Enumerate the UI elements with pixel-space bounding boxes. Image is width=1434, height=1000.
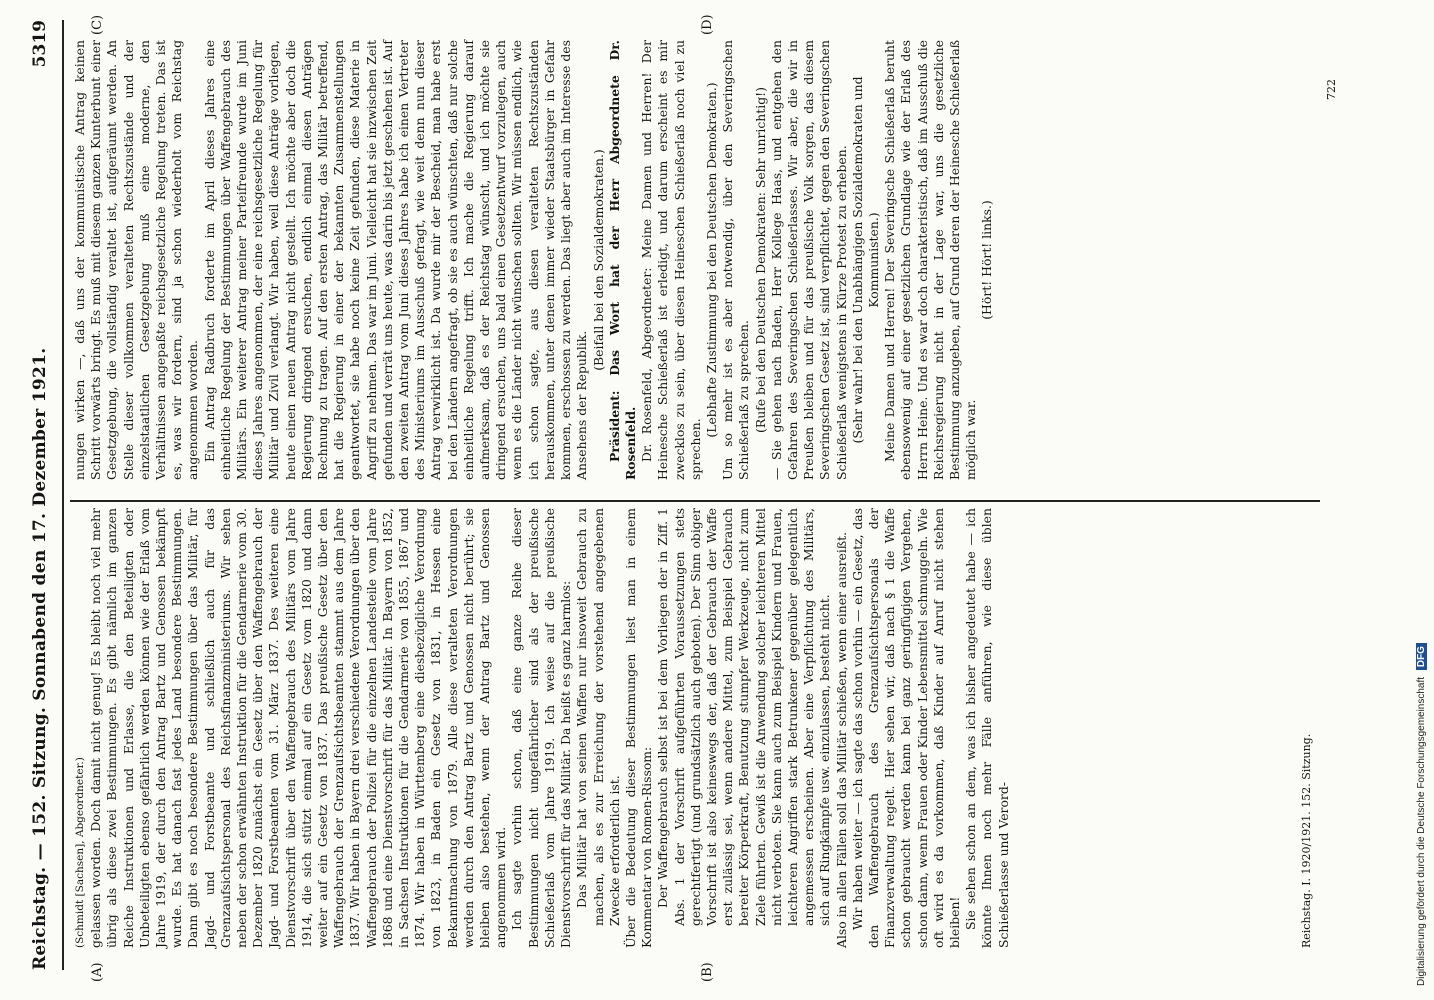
right-column [72,40,996,480]
page-number: 5319 [30,20,50,68]
signature-number: 722 [1325,79,1338,100]
dfg-credit [1416,6,1430,986]
interjection: (Rufe bei den Deutschen Demokraten: Sehr unrichtig!) [752,87,768,433]
page-header [22,20,62,970]
speaker-line: (Schmidt [Sachsen], Abgeordneter.) [74,757,86,948]
interjection: (Hört! Hört! links.) [979,200,995,320]
margin-mark-a: (A) [90,962,105,982]
interjection: (Sehr wahr! bei den Unabhängigen Sozialdemokraten und Kommunisten.) [849,76,881,444]
quote-paragraph: Der Waffengebrauch selbst ist bei dem Vorliegen der in Ziff. 1 Abs. 1 der Vorschrift aufgeführten Voraussetzungen stets gerechtfertigt (und grundsätzlich auch geboten). Der Sinn obiger Vorschrift ist also keineswegs der, daß der Gebrauch der Waffe erst zulässig sei, wenn andere Mittel, zum Beispiel Gebrauch bereiter Körperkraft, Benutzung stumpfer Werkzeuge, nicht zum Ziele führten. Gewiß ist die Anwendung solcher leichteren Mittel nicht verboten. Sie kann auch zum Beispiel Kindern und Frauen, leichteren Angriffen stark Betrunkener gegenüber gelegentlich angemessen erscheinen. Aber eine Verpflichtung des Militärs, sich auf Ringkämpfe usw. einzulassen, besteht nicht. [655,508,833,926]
paragraph: nungen wirken —, daß uns der kommunistische Antrag keinen Schritt vorwärts bringt. Es muß mit diesem ganzen Kunterbunt einer Gesetzgebung, die vollständig veraltet ist, aufgeräumt werden. An Stelle dieser vollkommen veralteten Rechtszustände und der einzelstaatlichen Gesetzgebung muß eine moderne, den Verhältnissen angepaßte reichsgesetzliche Regelung treten. Das ist es, was wir fordern, sind ja schon wiederholt vom Reichstag angenommen worden. [72,40,201,480]
margin-mark-d: (D) [700,14,715,35]
dfg-logo: DFG [1416,643,1427,670]
paragraph: Um so mehr ist es aber notwendig, über den Severingschen Schießerlaß zu sprechen. [720,40,752,480]
header-rule [62,20,64,970]
paragraph: Über die Bedeutung dieser Bestimmungen liest man in einem Kommentar von Romen-Rissom: [622,508,655,948]
dfg-side-strip [1416,6,1430,996]
interjection: (Beifall bei den Sozialdemokraten.) [590,149,606,371]
paragraph: Ich sagte vorhin schon, daß eine ganze Reihe dieser Bestimmungen nicht ungefährlicher sind als der preußische Schießerlaß vom Jahre 1919. Ich weise auf die preußische Dienstvorschrift für das Militär. Da heißt es ganz harmlos: [509,508,574,948]
paragraph: Meine Damen und Herren! Der Severingsche Schießerlaß beruht ebensowenig auf einer gesetzlichen Grundlage wie der Erlaß des Herrn Heine. Und es war doch charakteristisch, daß im Ausschuß die Reichsregierung nicht in der Lage war, uns die gesetzliche Bestimmung anzugeben, auf Grund deren der Heinesche Schießerlaß möglich war. [882,40,979,480]
president-line: Präsident: Das Wort hat der Herr Abgeordnete Dr. Rosenfeld. [606,40,638,480]
paragraph: Dr. Rosenfeld, Abgeordneter: Meine Damen und Herren! Der Heinesche Schießerlaß ist erledigt, und darum erscheint es mir zwecklos zu sein, über diesen Heineschen Schießerlaß noch viel zu sprechen. [639,40,703,480]
margin-mark-c: (C) [90,14,105,35]
quote-paragraph: Das Militär hat von seinen Waffen nur insoweit Gebrauch zu machen, als es zur Erreichung der vorstehend angegebenen Zwecke erforderlich ist. [574,508,622,926]
paragraph: gelassen worden. Doch damit nicht genug! Es bleibt noch viel mehr übrig als diese zwei Bestimmungen. Es gibt nämlich im ganzen Reiche Instruktionen und Erlasse, die den Beteiligten oder Unbeteiligten ebenso gefährlich werden können wie der Erlaß vom Jahre 1919, der durch den Antrag Bartz und Genossen bekämpft wurde. Es hat danach fast jedes Land besondere Bestimmungen. Dann gibt es noch besondere Bestimmungen über das Militär, für Jagd- und Forstbeamte und schließlich auch für das Grenzaufsichtspersonal des Reichsfinanzministeriums. Wir sehen neben der schon erwähnten Instruktion für die Gendarmerie vom 30. Dezember 1820 zunächst ein Gesetz über den Waffengebrauch der Jagd- und Forstbeamten vom 31. März 1837. Des weiteren eine Dienstvorschrift über den Waffengebrauch des Militärs vom Jahre 1914, die sich stützt einmal auf ein Gesetz vom 1820 und dann weiter auf ein Gesetz von 1837. Das preußische Gesetz über den Waffengebrauch der Grenzaufsichtsbeamten stammt aus dem Jahre 1837. Wir haben in Bayern drei verschiedene Verordnungen über den Waffengebrauch der Polizei für die einzelnen Landesteile vom Jahre 1868 und eine Dienstvorschrift für das Militär. In Bayern von 1852, in Sachsen Instruktionen für die Gendarmerie von 1855, 1867 und 1874. Wir haben in Württemberg eine diesbezügliche Verordnung von 1823, in Baden ein Gesetz von 1831, in Hessen eine Bekanntmachung von 1879. Alle diese veralteten Verordnungen werden durch den Antrag Bartz und Genossen nicht berührt; sie bleiben also bestehen, wenn der Antrag Bartz und Genossen angenommen wird. [88,508,509,948]
margin-mark-b: (B) [700,962,715,982]
header-title: Reichstag. — 152. Sitzung. Sonnabend den 17. Dezember 1921. [30,347,50,970]
paragraph: Ein Antrag Radbruch forderte im April dieses Jahres eine einheitliche Regelung der Bestimmungen über Waffengebrauch des Militärs. Ein weiterer Antrag meiner Parteifreunde wurde im Juni dieses Jahres angenommen, der eine reichsgesetzliche Regelung für Militär und Zivil verlangt. Wir haben, weil diese Anträge vorliegen, heute einen neuen Antrag nicht gestellt. Ich möchte aber doch die Regierung dringend ersuchen, endlich einmal diesen Anträgen Rechnung zu tragen. Auf den ersten Antrag, das Militär betreffend, hat die Regierung in einer der bekannten Zusammenstellungen geantwortet, sie habe noch keine Zeit gefunden, diese Materie in Angriff zu nehmen. Das war im Juni. Vielleicht hat sie inzwischen Zeit gefunden und verrät uns heute, was darin bis jetzt geschehen ist. Auf den zweiten Antrag vom Juni dieses Jahres habe ich einen Vertreter des Ministeriums im Ausschuß gefragt, wie weit denn nun dieser Antrag verwirklicht ist. Da wurde mir der Bescheid, man habe erst bei den Ländern angefragt, ob sie es auch wünschten, daß nur solche einheitliche Regelung trifft. Ich mache die Regierung darauf aufmerksam, daß es der Reichstag wünscht, und ich möchte sie dringend ersuchen, uns bald einen Gesetzentwurf vorzulegen, auch wenn es die Länder nicht wünschen sollten. Wir müssen endlich, wie ich schon sagte, aus diesen veralteten Rechtszuständen herauskommen, unter denen immer wieder Staatsbürger in Gefahr kommen, erschossen zu werden. Das liegt aber auch im Interesse des Ansehens der Republik. [201,40,590,480]
paragraph: Sie sehen schon an dem, was ich bisher angedeutet habe — ich könnte Ihnen noch mehr Fälle anführen, wie diese üblen Schießerlasse und Verord- [963,508,1011,948]
interjection: (Lebhafte Zustimmung bei den Deutschen Demokraten.) [703,82,719,438]
paragraph: — Sie gehen nach Baden, Herr Kollege Haas, und entgehen den Gefahren des Severingschen Schießerlasses. Wir aber, die wir in Preußen bleiben und für das preußische Volk sorgen, das diesem Severingschen Gesetz ist, sind verpflichtet, gegen den Severingschen Schießerlaß wenigstens in Kürze Protest zu erheben. [768,40,849,480]
column-divider [70,500,1320,502]
paragraph: Wir haben weiter — ich sagte das schon vorhin — ein Gesetz, das den Waffengebrauch des Grenzaufsichtspersonals der Finanzverwaltung regelt. Hier sehen wir, daß nach § 1 die Waffe schon gebraucht werden kann bei ganz geringfügigen Vergehen, schon dann, wenn Frauen oder Kinder Lebensmittel schmuggeln. Wie oft wird es da vorkommen, daß Kinder auf Anruf nicht stehen bleiben! [849,508,962,948]
left-column [72,508,1012,948]
dfg-credit-text: Digitalisierung gefördert durch die Deutsche Forschungsgemeinschaft [1416,676,1427,986]
page-footer: Reichstag. I. 1920/1921. 152. Sitzung. [1300,733,1313,948]
paragraph: Also in allen Fällen soll das Militär schießen, wenn einer ausreißt. [833,531,849,948]
